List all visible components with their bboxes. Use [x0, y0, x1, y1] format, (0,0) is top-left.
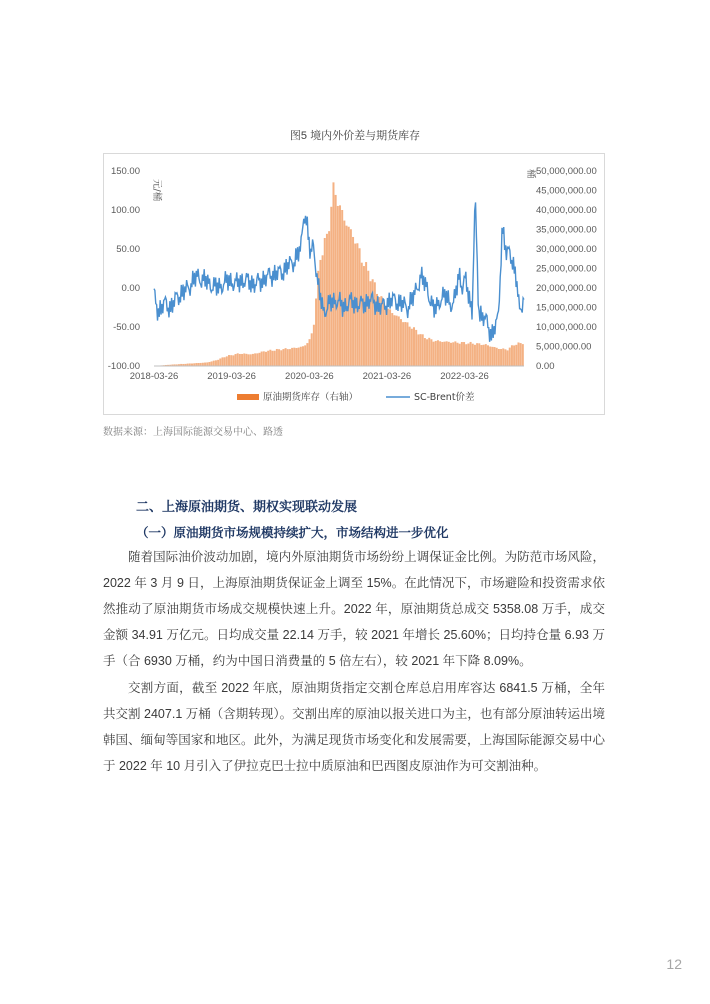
left-tick-label: -50.00 [113, 322, 140, 333]
inventory-bar [217, 360, 219, 366]
chart-svg [104, 154, 606, 416]
inventory-bar [417, 334, 419, 366]
right-tick-label: 15,000,000.00 [536, 302, 597, 314]
paragraph-1: 随着国际油价波动加剧，境内外原油期货市场纷纷上调保证金比例。为防范市场风险，2022 年 3 月 9 日，上海原油期货保证金上调至 15%。在此情况下，市场避险和投资需求依然推动了原油期货市场成交规模快速上升。2022 年，原油期货总成交 5358.08 万手，成交金额 34.91 万亿元。日均成交量 22.14 万手，较 2021 年增长 25.60%；日均持仓量 6.93 万手（合 6930 万桶，约为中国日消费量的 5 倍左右），较 2021 年下降 8.09%。 [103, 550, 605, 668]
inventory-bar [424, 338, 426, 366]
legend-label-spread: SC-Brent价差 [414, 392, 475, 403]
x-tick-label: 2018-03-26 [129, 371, 179, 382]
inventory-bar [428, 338, 430, 366]
inventory-bar [472, 344, 474, 366]
inventory-bar [465, 344, 467, 366]
inventory-bar [287, 349, 289, 366]
inventory-bar [502, 348, 504, 366]
inventory-bar [433, 342, 435, 366]
inventory-bar [241, 354, 243, 366]
inventory-bar [346, 226, 348, 366]
inventory-bar [213, 361, 215, 366]
right-axis-label: 桶 [525, 169, 536, 179]
inventory-bar [337, 206, 339, 366]
inventory-bar [256, 353, 258, 366]
inventory-bar [439, 341, 441, 366]
inventory-bar [309, 339, 311, 366]
inventory-bar [498, 349, 500, 366]
inventory-bar [245, 354, 247, 366]
inventory-bar [343, 221, 345, 366]
inventory-bar [389, 309, 391, 366]
inventory-bar [450, 343, 452, 366]
inventory-bar [300, 347, 302, 366]
inventory-bar [280, 350, 282, 366]
inventory-bar [293, 348, 295, 366]
inventory-bar [443, 342, 445, 366]
inventory-bar [215, 360, 217, 366]
right-tick-label: 35,000,000.00 [536, 224, 597, 236]
x-tick-label: 2022-03-26 [440, 371, 489, 382]
inventory-bar [269, 350, 271, 366]
right-tick-label: 40,000,000.00 [536, 205, 597, 216]
inventory-bar [437, 340, 439, 366]
inventory-bar [291, 348, 293, 366]
inventory-bar [235, 354, 237, 366]
right-tick-label: 5,000,000.00 [536, 341, 592, 353]
left-tick-label: -100.00 [107, 361, 140, 372]
inventory-bar [374, 282, 376, 366]
inventory-bar [491, 347, 493, 366]
right-tick-label: 25,000,000.00 [536, 263, 597, 275]
inventory-bar [363, 266, 365, 366]
left-tick-label: 100.00 [110, 205, 140, 216]
legend-swatch-inventory [237, 394, 259, 400]
inventory-bar [361, 263, 363, 366]
inventory-bar [313, 325, 315, 366]
inventory-bar [454, 341, 456, 366]
inventory-bar [415, 330, 417, 366]
inventory-bar [489, 347, 491, 366]
right-tick-label: 45,000,000.00 [536, 185, 597, 197]
inventory-bar [221, 357, 223, 366]
left-tick-label: 50.00 [116, 244, 140, 255]
inventory-bar [494, 347, 496, 366]
right-tick-label: 10,000,000.00 [536, 322, 597, 333]
inventory-bar [420, 334, 422, 366]
inventory-bar [302, 346, 304, 366]
inventory-bar [230, 355, 232, 366]
inventory-bar [248, 354, 250, 366]
inventory-bar [463, 342, 465, 366]
inventory-bar [206, 362, 208, 366]
inventory-bar [261, 352, 263, 366]
inventory-bar [335, 195, 337, 366]
inventory-bar [496, 348, 498, 366]
inventory-bar [387, 309, 389, 366]
right-tick-label: 0.00 [536, 361, 555, 372]
inventory-bar [411, 329, 413, 366]
inventory-bar [204, 363, 206, 366]
inventory-bar [441, 342, 443, 366]
inventory-bar [500, 349, 502, 366]
inventory-bar [295, 348, 297, 366]
inventory-bar [232, 355, 234, 366]
inventory-bar [208, 362, 210, 366]
paragraph-2: 交割方面，截至 2022 年底，原油期货指定交割仓库总启用库容达 6841.5 万桶，全年共交割 2407.1 万桶（含期转现）。交割出库的原油以报关进口为主，也有部分原油转运出境韩国、缅甸等国家和地区。此外，为满足现货市场变化和发展需要，上海国际能源交易中心于 2022 年 10 月引入了伊拉克巴士拉中质原油和巴西图皮原油作为可交割油种。 [103, 681, 605, 773]
inventory-bar [311, 333, 313, 366]
left-tick-label: 0.00 [121, 283, 140, 294]
inventory-bar [319, 260, 321, 366]
inventory-bar [452, 342, 454, 366]
inventory-bar [237, 353, 239, 366]
inventory-bar [278, 349, 280, 366]
inventory-bar [224, 357, 226, 366]
inventory-bar [250, 354, 252, 366]
inventory-bar [467, 344, 469, 366]
right-tick-label: 20,000,000.00 [536, 283, 597, 294]
inventory-bar [393, 315, 395, 366]
inventory-bar [228, 355, 230, 366]
page-number: 12 [666, 956, 682, 972]
inventory-bar [474, 345, 476, 366]
inventory-bar [383, 302, 385, 366]
inventory-bar [265, 352, 267, 366]
inventory-bar [400, 319, 402, 366]
inventory-bar [365, 262, 367, 366]
inventory-bar [254, 353, 256, 366]
inventory-bar [285, 348, 287, 366]
inventory-bar [304, 345, 306, 366]
inventory-bar [435, 341, 437, 366]
inventory-bar [485, 344, 487, 366]
inventory-bar [239, 354, 241, 366]
inventory-bar [332, 182, 334, 366]
x-tick-label: 2021-03-26 [362, 371, 412, 382]
inventory-bar [457, 343, 459, 366]
inventory-bar [398, 316, 400, 366]
x-tick-label: 2020-03-26 [285, 371, 334, 382]
inventory-bar [258, 353, 260, 366]
inventory-bar [272, 351, 274, 366]
inventory-bar [406, 322, 408, 366]
inventory-bar [413, 327, 415, 366]
data-source: 数据来源：上海国际能源交易中心、路透 [103, 427, 283, 438]
inventory-bar [476, 343, 478, 366]
figure-title: 图5 境内外价差与期货库存 [289, 130, 421, 142]
inventory-bar [396, 316, 398, 366]
inventory-bar [211, 361, 213, 366]
inventory-bar [520, 343, 522, 366]
inventory-bar [391, 313, 393, 366]
inventory-bar [517, 342, 519, 366]
inventory-bar [480, 345, 482, 366]
inventory-bar [430, 339, 432, 366]
inventory-bar [446, 341, 448, 366]
inventory-bar [459, 344, 461, 366]
inventory-bar [274, 351, 276, 366]
inventory-bar [219, 358, 221, 366]
chart-container [103, 153, 605, 415]
inventory-bar [339, 205, 341, 366]
inventory-bar [324, 238, 326, 366]
inventory-bar [409, 327, 411, 366]
inventory-bar [243, 353, 245, 366]
inventory-bar [367, 271, 369, 366]
inventory-bar [504, 349, 506, 366]
x-tick-label: 2019-03-26 [207, 371, 256, 382]
section-title: 二、上海原油期货、期权实现联动发展 [136, 499, 358, 514]
inventory-bar [282, 349, 284, 366]
inventory-bar [515, 345, 517, 366]
section-subtitle: （一）原油期货市场规模持续扩大，市场结构进一步优化 [136, 526, 449, 540]
inventory-bar [470, 342, 472, 366]
inventory-bar [263, 351, 265, 366]
inventory-bar [487, 345, 489, 366]
left-axis-label: 元/桶 [151, 179, 162, 202]
inventory-bar [478, 343, 480, 366]
inventory-bar [448, 342, 450, 366]
inventory-bar [385, 308, 387, 366]
inventory-bar [507, 350, 509, 366]
inventory-bar [461, 342, 463, 366]
inventory-bar [404, 322, 406, 366]
inventory-bar [511, 345, 513, 366]
inventory-bar [330, 207, 332, 366]
inventory-bar [522, 344, 524, 366]
inventory-bar [252, 354, 254, 366]
inventory-bar [509, 348, 511, 366]
inventory-bar [513, 345, 515, 366]
inventory-bar [422, 334, 424, 366]
inventory-bar [341, 210, 343, 366]
inventory-bar [402, 322, 404, 366]
inventory-bar [298, 348, 300, 366]
inventory-bar [306, 343, 308, 366]
inventory-bar [226, 356, 228, 366]
inventory-bar [276, 349, 278, 366]
legend-label-inventory: 原油期货库存（右轴） [263, 392, 359, 403]
left-tick-label: 150.00 [110, 166, 140, 177]
inventory-bar [483, 345, 485, 366]
inventory-bar [426, 339, 428, 366]
inventory-bar [315, 299, 317, 366]
inventory-bar [289, 349, 291, 366]
inventory-bar [267, 351, 269, 366]
right-tick-label: 30,000,000.00 [536, 244, 597, 255]
right-tick-label: 50,000,000.00 [536, 166, 597, 177]
